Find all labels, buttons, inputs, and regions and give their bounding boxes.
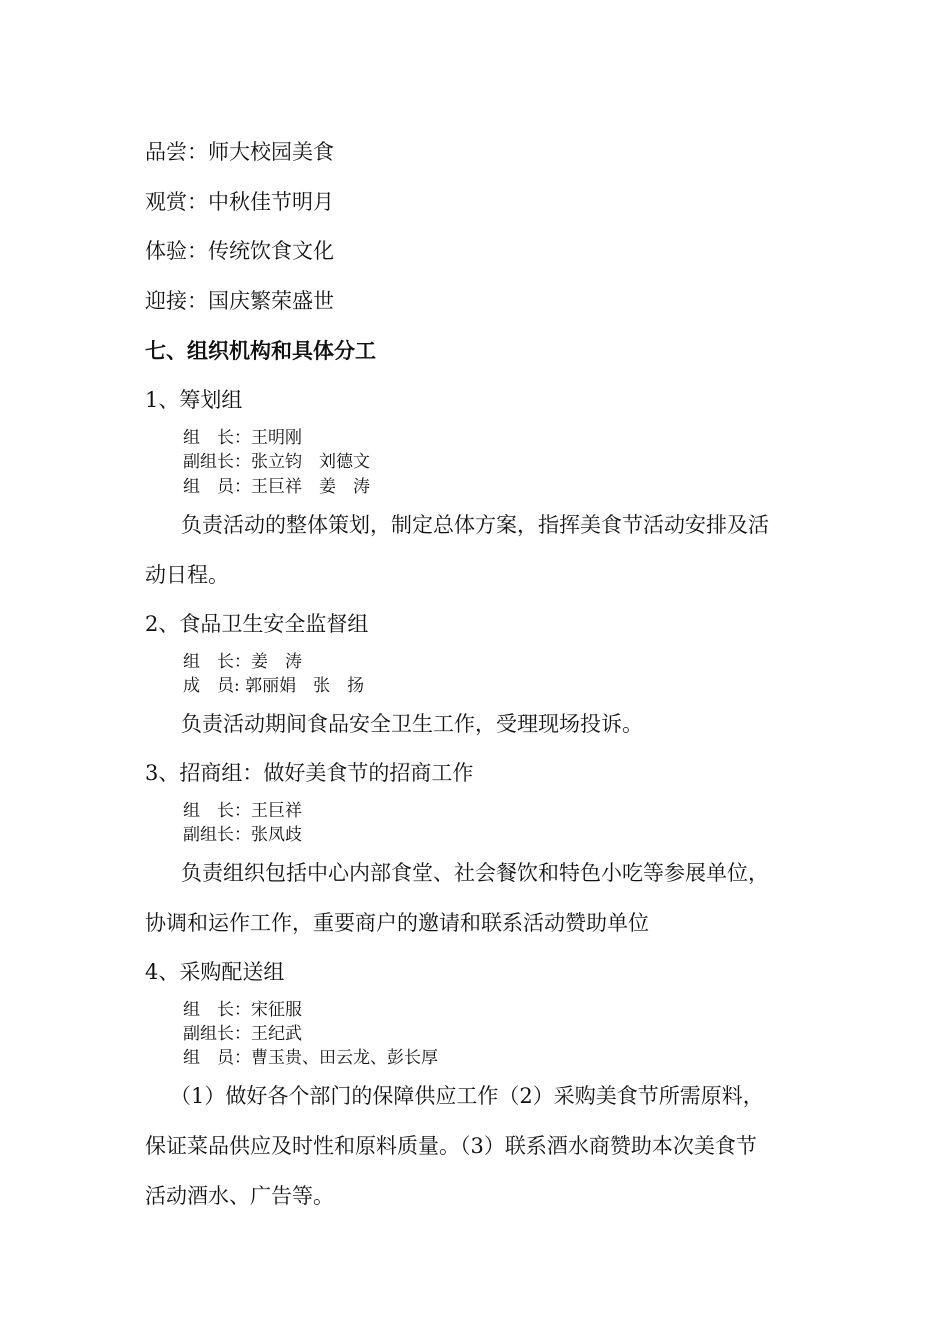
section-heading: 七、组织机构和具体分工 [145,338,376,363]
group-member-line: 组 长：王明刚 [183,428,302,448]
group-member-line: 副组长：张凤歧 [183,825,302,845]
slogan-experience: 体验：传统饮食文化 [145,239,334,263]
group-description: 动日程。 [145,563,229,587]
group-title-planning: 1、筹划组 [145,388,243,412]
group-title-procurement: 4、采购配送组 [145,960,285,984]
slogan-welcome: 迎接：国庆繁荣盛世 [145,289,334,313]
slogan-view: 观赏：中秋佳节明月 [145,190,334,214]
group-description: 负责活动的整体策划，制定总体方案，指挥美食节活动安排及活 [181,513,769,537]
group-description: 负责组织包括中心内部食堂、社会餐饮和特色小吃等参展单位， [181,861,769,885]
group-description: （1）做好各个部门的保障供应工作（2）采购美食节所需原料， [170,1084,764,1108]
group-title-investment: 3、招商组：做好美食节的招商工作 [145,761,474,785]
group-description: 负责活动期间食品安全卫生工作，受理现场投诉。 [181,712,643,736]
group-member-line: 副组长：张立钧 刘德文 [183,452,370,472]
group-title-food-safety: 2、食品卫生安全监督组 [145,612,369,636]
group-member-line: 副组长：王纪武 [183,1024,302,1044]
group-description: 活动酒水、广告等。 [145,1184,334,1208]
group-description: 保证菜品供应及时性和原料质量。（3）联系酒水商赞助本次美食节 [145,1134,757,1158]
group-member-line: 组 员：王巨祥 姜 涛 [183,477,370,497]
group-member-line: 组 员：曹玉贵、田云龙、彭长厚 [183,1048,438,1068]
group-description: 协调和运作工作，重要商户的邀请和联系活动赞助单位 [145,911,649,935]
group-member-line: 成 员: 郭丽娟 张 扬 [183,676,365,696]
slogan-taste: 品尝：师大校园美食 [145,140,334,164]
group-member-line: 组 长：宋征服 [183,1000,302,1020]
group-member-line: 组 长：姜 涛 [183,652,302,672]
group-member-line: 组 长：王巨祥 [183,801,302,821]
